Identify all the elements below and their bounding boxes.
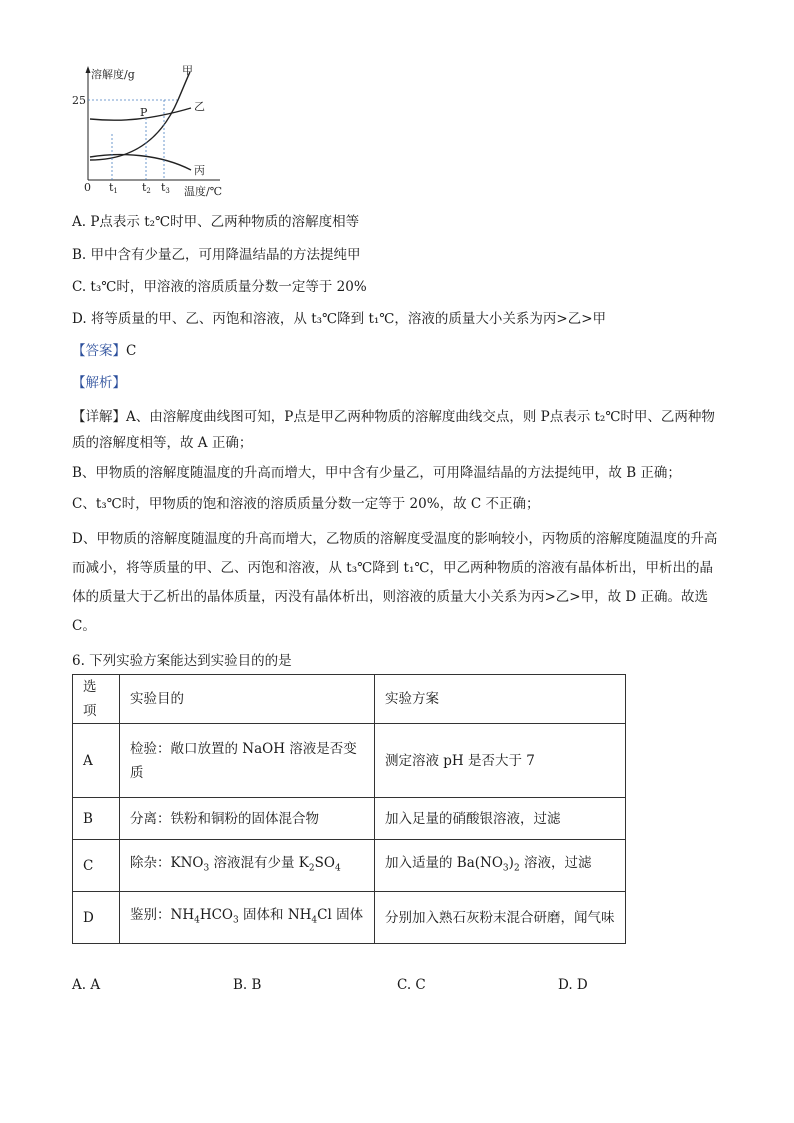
row-b-plan: 加入足量的硝酸银溶液，过滤 (375, 798, 626, 840)
header-option: 选项 (73, 675, 120, 724)
row-a-option: A (73, 724, 120, 798)
choice-a: A. A (72, 977, 101, 993)
label-bing: 丙 (194, 164, 205, 177)
point-p-label: P (140, 106, 148, 119)
question6-stem: 6. 下列实验方案能达到实验目的的是 (72, 653, 292, 669)
t3-label: t3 (161, 181, 170, 195)
choice-c: C. C (397, 977, 426, 993)
row-a-plan: 测定溶液 pH 是否大于 7 (375, 724, 626, 798)
option-a: A. P点表示 t₂℃时甲、乙两种物质的溶解度相等 (72, 214, 360, 230)
option-b: B. 甲中含有少量乙，可用降温结晶的方法提纯甲 (72, 247, 361, 263)
table-row (73, 892, 626, 944)
detail-p3: C、t₃℃时，甲物质的饱和溶液的溶质质量分数一定等于 20%，故 C 不正确； (72, 496, 540, 512)
curve-bing (90, 155, 191, 170)
answer-value: C (126, 343, 137, 359)
row-c-purpose: 除杂：$KNO_3$ 溶液混有少量 $K_2SO_4$ (120, 840, 375, 892)
t2-label: t2 (142, 181, 151, 195)
row-a-purpose: 检验：敞口放置的 NaOH 溶液是否变质 (120, 724, 375, 798)
table-header-row (73, 675, 626, 724)
table-row (73, 798, 626, 840)
row-c-plan: 加入适量的 $Ba(NO_3)_2$ 溶液，过滤 (375, 840, 626, 892)
option-d: D. 将等质量的甲、乙、丙饱和溶液，从 t₃℃降到 t₁℃，溶液的质量大小关系为丙>乙>甲 (72, 311, 607, 327)
y-axis-label: 溶解度/g (91, 68, 135, 81)
row-b-purpose: 分离：铁粉和铜粉的固体混合物 (120, 798, 375, 840)
x-axis-label: 温度/℃ (184, 185, 223, 198)
table-row (73, 724, 626, 798)
header-purpose: 实验目的 (120, 675, 375, 724)
y-tick-25: 25 (72, 94, 86, 107)
row-d-plan: 分别加入熟石灰粉末混合研磨，闻气味 (375, 892, 626, 944)
detail-p2: B、甲物质的溶解度随温度的升高而增大，甲中含有少量乙，可用降温结晶的方法提纯甲，故 B 正确； (72, 465, 681, 481)
experiment-table (72, 674, 626, 944)
option-c: C. t₃℃时，甲溶液的溶质质量分数一定等于 20% (72, 279, 367, 295)
label-yi: 乙 (194, 100, 205, 113)
answer-tag: 【答案】 (72, 343, 126, 359)
table-row (73, 840, 626, 892)
answer-line (72, 341, 136, 361)
detail-p1: 【详解】A、由溶解度曲线图可知，P点是甲乙两种物质的溶解度曲线交点，则 P点表示 t₂℃时甲、乙两种物质的溶解度相等，故 A 正确； (72, 409, 715, 451)
label-jia: 甲 (182, 64, 193, 77)
row-b-option: B (73, 798, 120, 840)
choice-b: B. B (233, 977, 262, 993)
row-c-option: C (73, 840, 120, 892)
origin-label: 0 (84, 181, 91, 194)
t1-label: t1 (109, 181, 118, 195)
detail-p4: D、甲物质的溶解度随温度的升高而增大，乙物质的溶解度受温度的影响较小，丙物质的溶解度随温度的升高而减小，将等质量的甲、乙、丙饱和溶液，从 t₃℃降到 t₁℃，甲乙两种物质的溶液有晶体析出，甲析出的晶体的质量大于乙析出的晶体质量，丙没有晶体析出，则溶液的质量大小关系为丙>乙>甲，故 D 正确。故选 C。 (72, 531, 718, 634)
row-d-option: D (73, 892, 120, 944)
row-d-purpose: 鉴别：$NH_4HCO_3$ 固体和 $NH_4Cl$ 固体 (120, 892, 375, 944)
analysis-tag: 【解析】 (72, 375, 126, 391)
choice-d: D. D (558, 977, 588, 993)
header-plan: 实验方案 (375, 675, 626, 724)
solubility-graph (60, 62, 240, 202)
